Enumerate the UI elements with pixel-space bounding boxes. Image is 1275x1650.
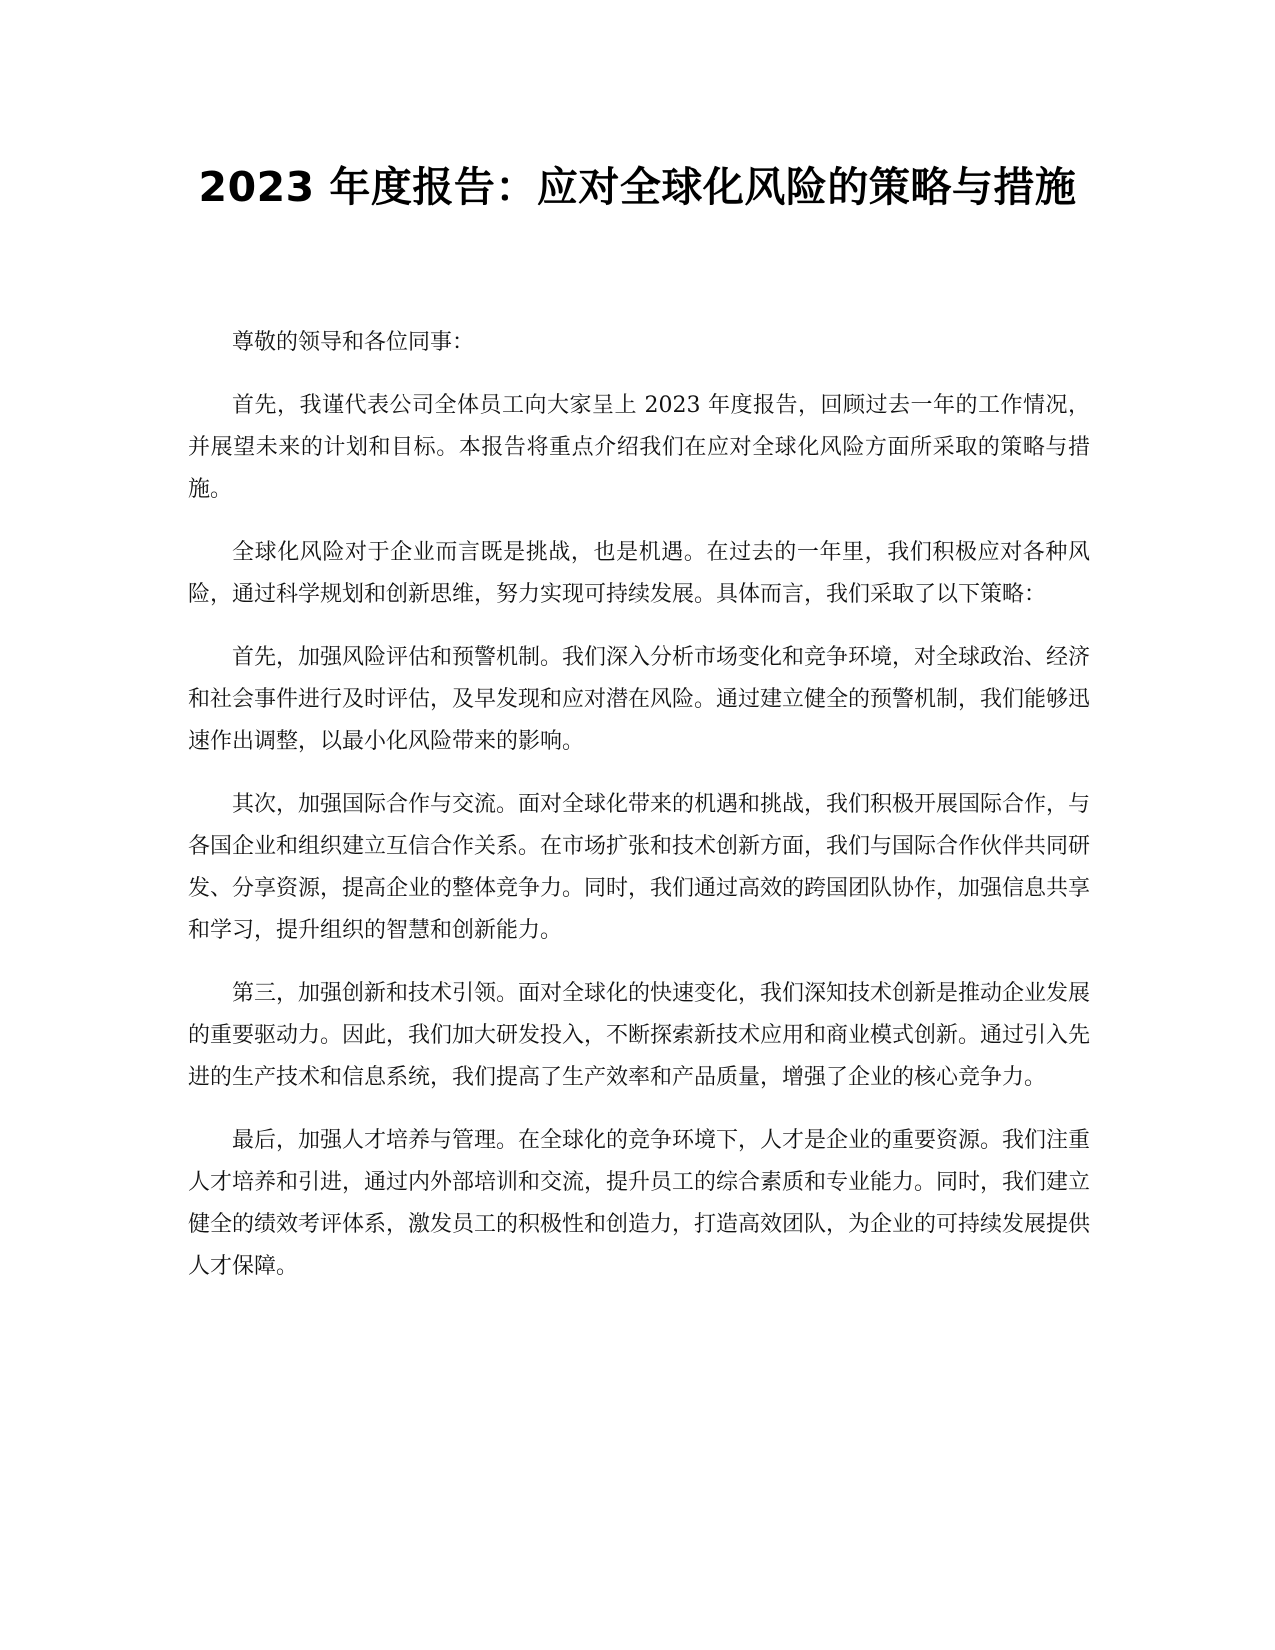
intro-paragraph: 首先，我谨代表公司全体员工向大家呈上 2023 年度报告，回顾过去一年的工作情况，并展望未来的计划和目标。本报告将重点介绍我们在应对全球化风险方面所采取的策略与措施。 — [188, 393, 1090, 502]
strategy-risk-assessment-paragraph: 首先，加强风险评估和预警机制。我们深入分析市场变化和竞争环境，对全球政治、经济和社会事件进行及时评估，及早发现和应对潜在风险。通过建立健全的预警机制，我们能够迅速作出调整，以最小化风险带来的影响。 — [188, 645, 1091, 754]
greeting-paragraph: 尊敬的领导和各位同事： — [232, 330, 475, 355]
document-title: 2023 年度报告：应对全球化风险的策略与措施 — [198, 163, 1077, 211]
strategy-talent-paragraph: 最后，加强人才培养与管理。在全球化的竞争环境下，人才是企业的重要资源。我们注重人才培养和引进，通过内外部培训和交流，提升员工的综合素质和专业能力。同时，我们建立健全的绩效考评体系，激发员工的积极性和创造力，打造高效团队，为企业的可持续发展提供人才保障。 — [188, 1128, 1091, 1279]
strategy-international-cooperation-paragraph: 其次，加强国际合作与交流。面对全球化带来的机遇和挑战，我们积极开展国际合作，与各国企业和组织建立互信合作关系。在市场扩张和技术创新方面，我们与国际合作伙伴共同研发、分享资源，提高企业的整体竞争力。同时，我们通过高效的跨国团队协作，加强信息共享和学习，提升组织的智慧和创新能力。 — [188, 792, 1091, 943]
overview-paragraph: 全球化风险对于企业而言既是挑战，也是机遇。在过去的一年里，我们积极应对各种风险，通过科学规划和创新思维，努力实现可持续发展。具体而言，我们采取了以下策略： — [188, 540, 1090, 607]
document-body — [188, 322, 1090, 1309]
strategy-innovation-paragraph: 第三，加强创新和技术引领。面对全球化的快速变化，我们深知技术创新是推动企业发展的重要驱动力。因此，我们加大研发投入，不断探索新技术应用和商业模式创新。通过引入先进的生产技术和信息系统，我们提高了生产效率和产品质量，增强了企业的核心竞争力。 — [188, 981, 1091, 1090]
